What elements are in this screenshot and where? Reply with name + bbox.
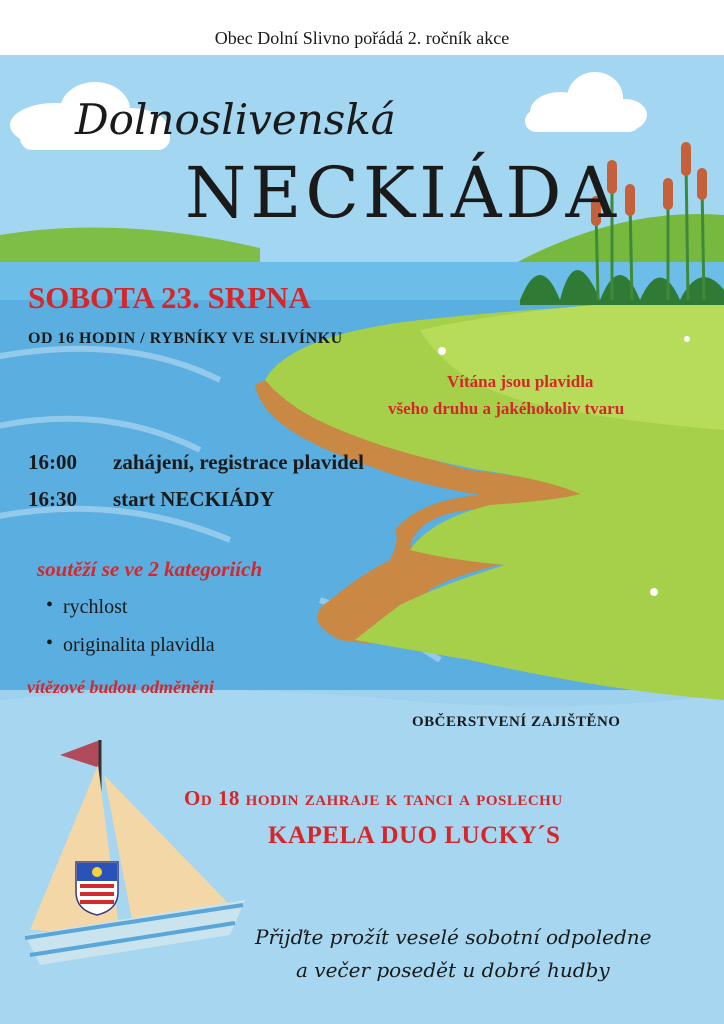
invite-line-2: a večer posedět u dobré hudby <box>296 958 610 982</box>
event-date: SOBOTA 23. SRPNA <box>28 280 311 315</box>
schedule-time: 16:00 <box>28 450 77 474</box>
music-line-1: Od 18 hodin zahraje k tanci a poslechu <box>184 786 563 810</box>
organizer-line: Obec Dolní Slivno pořádá 2. ročník akce <box>214 28 510 48</box>
competition-item: rychlost <box>63 596 128 618</box>
bullet-icon: • <box>46 632 54 654</box>
welcome-line-2: všeho druhu a jakéhokoliv tvaru <box>388 399 625 418</box>
bullet-icon: • <box>46 594 54 616</box>
schedule-time: 16:30 <box>28 487 77 511</box>
title-line-1: Dolnoslivenská <box>75 95 396 144</box>
coat-of-arms-emblem <box>76 862 118 915</box>
competition-item: originalita plavidla <box>63 634 215 656</box>
event-time-place: OD 16 HODIN / RYBNÍKY VE SLIVÍNKU <box>28 330 343 347</box>
competition-heading: soutěží se ve 2 kategoriích <box>37 557 263 581</box>
refreshments-note: OBČERSTVENÍ ZAJIŠTĚNO <box>412 714 621 730</box>
prize-note: vítězové budou odměněni <box>27 677 214 697</box>
welcome-line-1: Vítána jsou plavidla <box>447 372 594 391</box>
schedule-label: start NECKIÁDY <box>113 487 275 511</box>
schedule-label: zahájení, registrace plavidel <box>113 450 364 474</box>
title-line-2: NECKIÁDA <box>185 152 621 234</box>
invite-line-1: Přijďte prožít veselé sobotní odpoledne <box>255 925 652 949</box>
music-line-2: KAPELA DUO LUCKY´S <box>268 822 561 849</box>
